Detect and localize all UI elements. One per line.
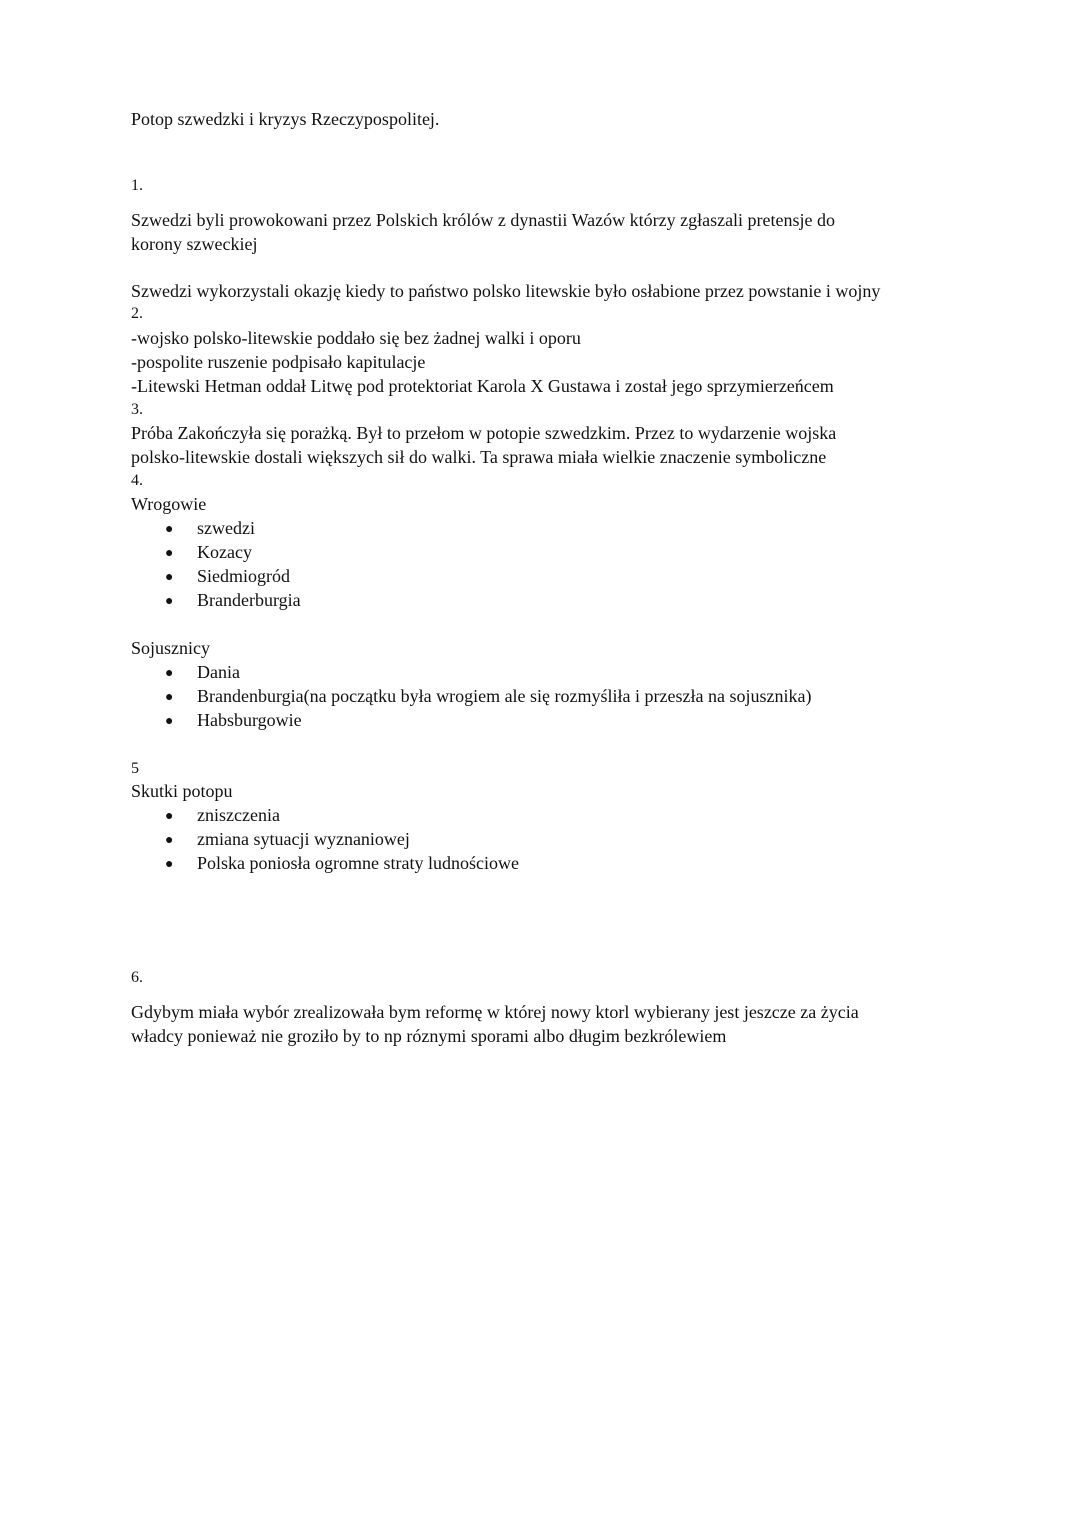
bullet-icon: ● (165, 570, 174, 585)
list-item (165, 540, 252, 566)
bullet-icon: ● (165, 594, 174, 609)
ally-item: Habsburgowie (197, 710, 302, 730)
section-3-line-2: polsko-litewskie dostali większych sił do walki. Ta sprawa miała wielkie znaczenie symboliczne (131, 447, 827, 467)
effect-item: Polska poniosła ogromne straty ludnościowe (197, 853, 519, 873)
bullet-icon: ● (165, 833, 174, 848)
effects-heading: Skutki potopu (131, 781, 233, 801)
list-item (165, 588, 301, 614)
bullet-icon: ● (165, 522, 174, 537)
enemy-item: Branderburgia (197, 590, 301, 610)
section-1-number: 1. (131, 177, 143, 194)
ally-item: Brandenburgia(na początku była wrogiem ale się rozmyśliła i przeszła na sojusznika) (197, 686, 812, 706)
section-2-line: -wojsko polsko-litewskie poddało się bez żadnej walki i oporu (131, 328, 581, 348)
section-1-paragraph-1-line-2: korony szweckiej (131, 234, 258, 254)
bullet-icon: ● (165, 690, 174, 705)
document-title: Potop szwedzki i kryzys Rzeczypospolitej. (131, 109, 440, 129)
enemy-item: Siedmiogród (197, 566, 290, 586)
section-6-line-1: Gdybym miała wybór zrealizowała bym reformę w której nowy ktorl wybierany jest jeszcze za życia (131, 1002, 859, 1022)
section-4-number: 4. (131, 472, 143, 489)
list-item (165, 516, 255, 542)
list-item (165, 851, 519, 877)
bullet-icon: ● (165, 714, 174, 729)
allies-heading: Sojusznicy (131, 638, 210, 658)
enemy-item: szwedzi (197, 518, 255, 538)
ally-item: Dania (197, 662, 240, 682)
section-1-paragraph-2: Szwedzi wykorzystali okazję kiedy to państwo polsko litewskie było osłabione przez powstanie i wojny (131, 281, 881, 301)
bullet-icon: ● (165, 546, 174, 561)
list-item (165, 684, 811, 710)
section-6-number: 6. (131, 969, 143, 986)
bullet-icon: ● (165, 666, 174, 681)
list-item (165, 827, 410, 853)
bullet-icon: ● (165, 809, 174, 824)
section-6-line-2: władcy ponieważ nie groziło by to np róznymi sporami albo długim bezkrólewiem (131, 1026, 727, 1046)
list-item (165, 564, 290, 590)
list-item (165, 708, 302, 734)
section-3-line-1: Próba Zakończyła się porażką. Był to przełom w potopie szwedzkim. Przez to wydarzenie wojska (131, 423, 837, 443)
effect-item: zniszczenia (197, 805, 280, 825)
section-5-number: 5 (131, 760, 139, 777)
list-item (165, 803, 280, 829)
enemy-item: Kozacy (197, 542, 252, 562)
section-2-number: 2. (131, 305, 143, 322)
section-2-line: -Litewski Hetman oddał Litwę pod protektoriat Karola X Gustawa i został jego sprzymierzeńcem (131, 376, 834, 396)
section-1-paragraph-1-line-1: Szwedzi byli prowokowani przez Polskich królów z dynastii Wazów którzy zgłaszali pretensje do (131, 210, 836, 230)
section-2-line: -pospolite ruszenie podpisało kapitulacje (131, 352, 426, 372)
bullet-icon: ● (165, 857, 174, 872)
enemies-heading: Wrogowie (131, 494, 207, 514)
effect-item: zmiana sytuacji wyznaniowej (197, 829, 410, 849)
section-3-number: 3. (131, 401, 143, 418)
list-item (165, 660, 240, 686)
